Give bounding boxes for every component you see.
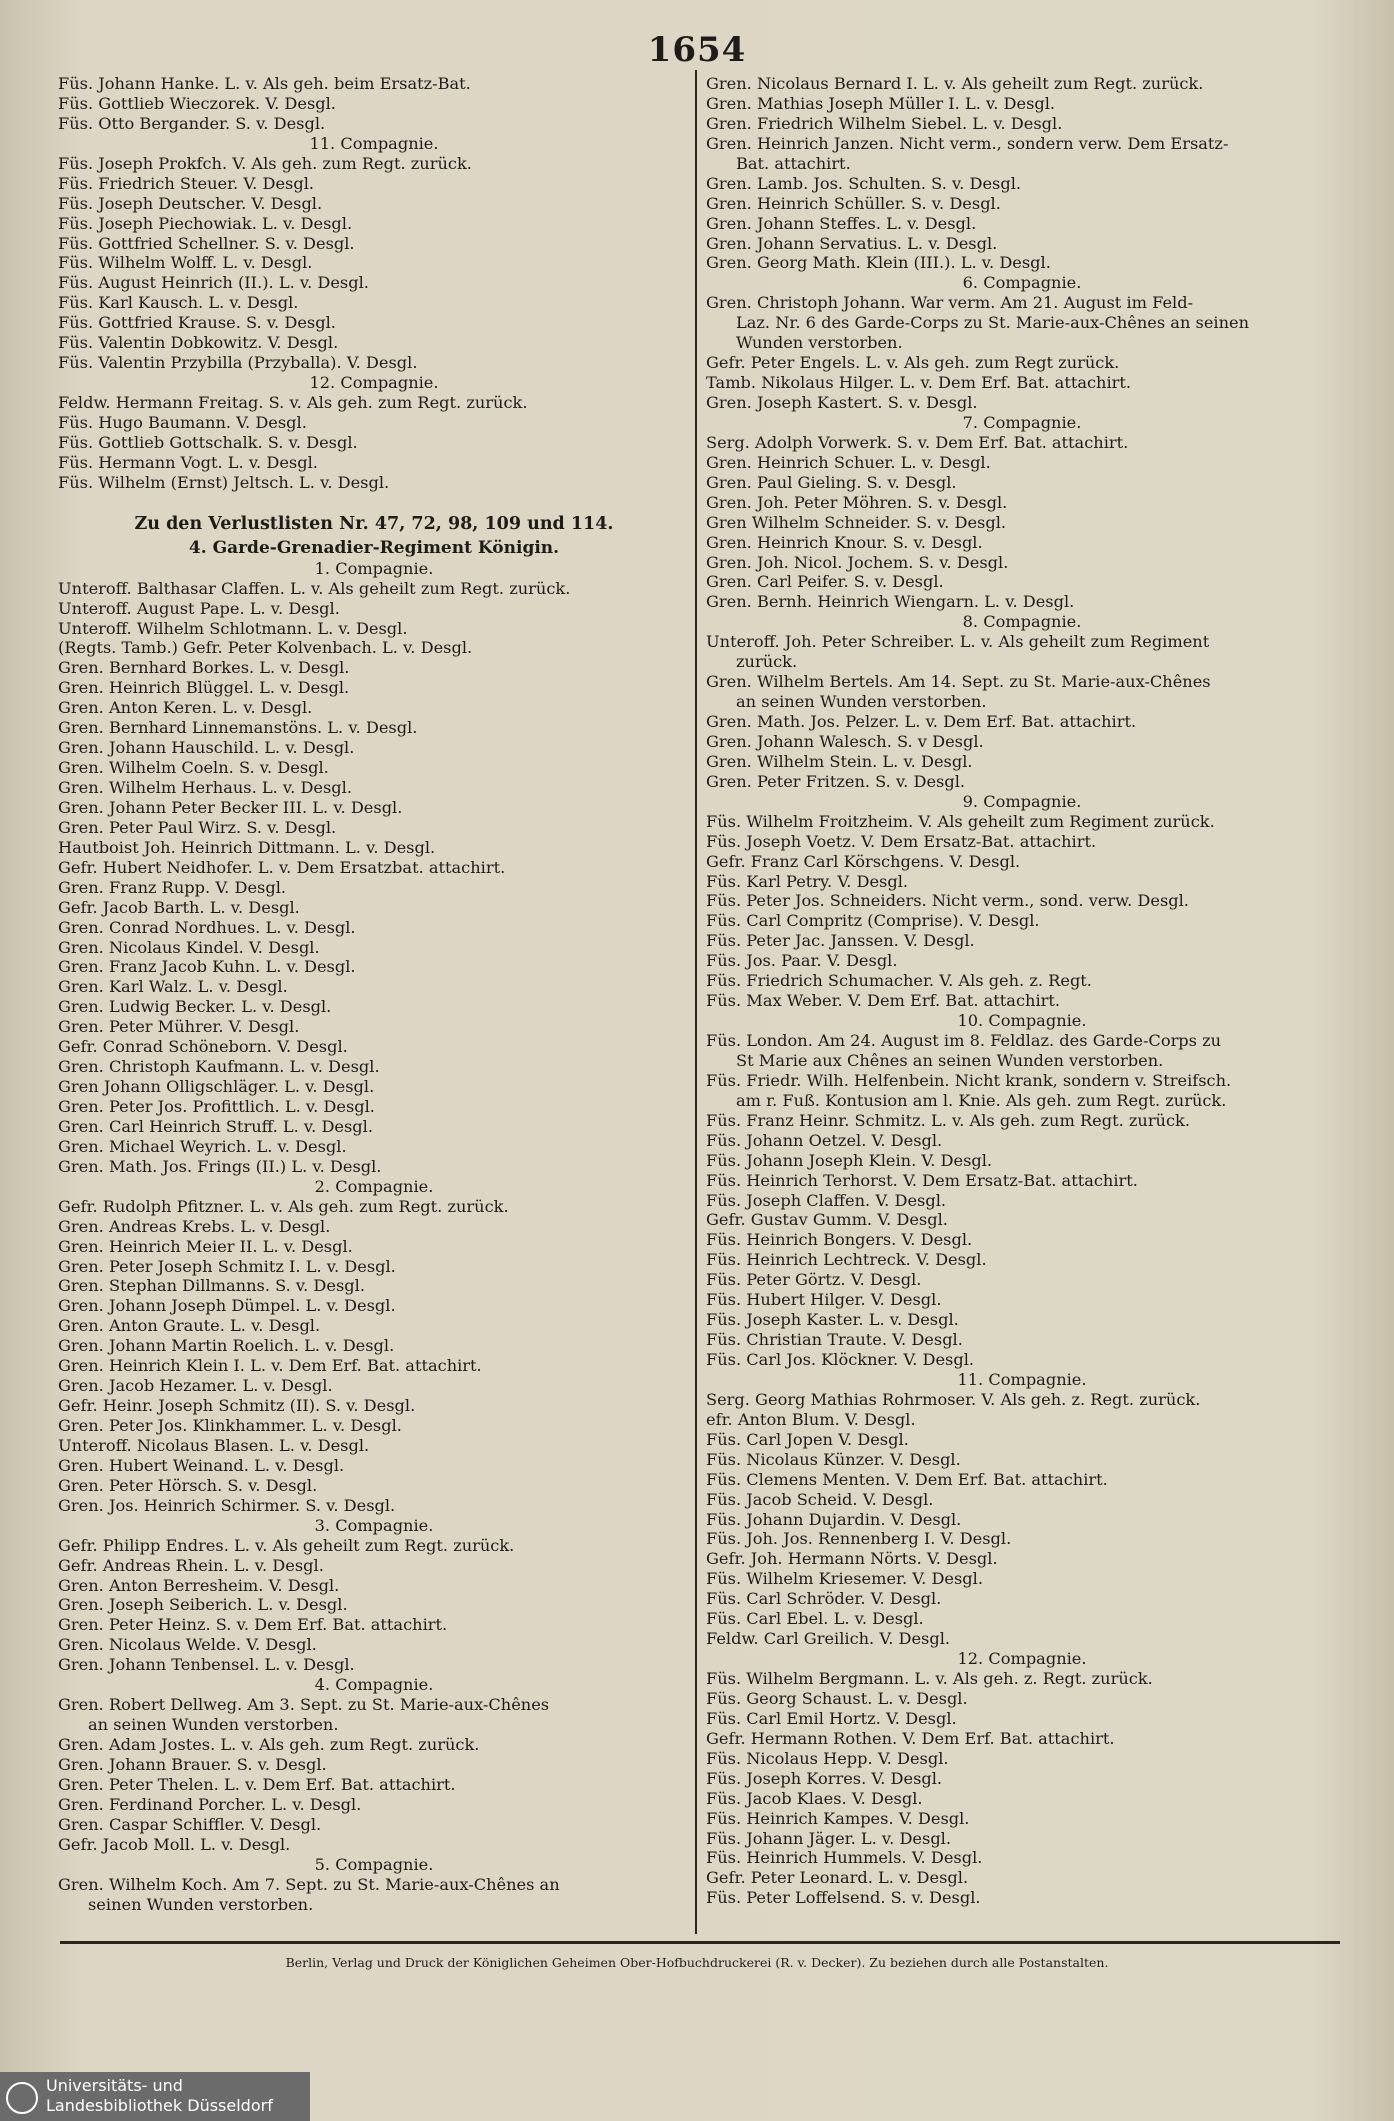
entry-line: Gefr. Philipp Endres. L. v. Als geheilt zum Regt. zurück. — [58, 1535, 515, 1555]
entry-line: Füs. Carl Jopen V. Desgl. — [706, 1429, 909, 1449]
entry-line: Gren. Heinrich Schuer. L. v. Desgl. — [706, 452, 991, 472]
entry-line: Füs. Peter Jos. Schneiders. Nicht verm., sond. verw. Desgl. — [706, 891, 1189, 911]
company-heading: 12. Compagnie. — [309, 373, 439, 393]
left-column — [58, 74, 690, 1914]
entry-line: Füs. Joseph Prokfch. V. Als geh. zum Regt. zurück. — [58, 153, 472, 173]
entry-line: Gren. Peter Jos. Klinkhammer. L. v. Desgl. — [58, 1416, 402, 1435]
entry-line: Füs. Gottfried Krause. S. v. Desgl. — [58, 313, 336, 333]
entry-line: Füs. Peter Loffelsend. S. v. Desgl. — [706, 1888, 981, 1908]
entry-line: Füs. Otto Bergander. S. v. Desgl. — [58, 113, 326, 133]
entry-line: Gren. Wilhelm Koch. Am 7. Sept. zu St. Marie-aux-Chênes an — [58, 1874, 560, 1894]
right-column — [706, 74, 1338, 1908]
entry-line: Gren. Caspar Schiffler. V. Desgl. — [58, 1814, 322, 1834]
company-heading: 11. Compagnie. — [309, 133, 439, 153]
entry-line: Gefr. Hubert Neidhofer. L. v. Dem Ersatzbat. attachirt. — [58, 857, 506, 877]
entry-line: Füs. Joseph Claffen. V. Desgl. — [706, 1190, 947, 1210]
entry-line: Füs. Hubert Hilger. V. Desgl. — [706, 1290, 942, 1310]
company-heading: 2. Compagnie. — [314, 1176, 434, 1196]
entry-line: Gren. Peter Jos. Profittlich. L. v. Desgl. — [58, 1097, 375, 1116]
entry-line: Gren. Franz Jacob Kuhn. L. v. Desgl. — [58, 957, 356, 977]
entry-line: Füs. Carl Ebel. L. v. Desgl. — [706, 1609, 924, 1629]
entry-line: Füs. Georg Schaust. L. v. Desgl. — [706, 1688, 968, 1708]
section-title: Zu den Verlustlisten Nr. 47, 72, 98, 109 und 114. — [134, 513, 614, 534]
library-logo — [0, 2072, 310, 2121]
entry-line: Gren. Heinrich Knour. S. v. Desgl. — [706, 532, 983, 552]
entry-line: Wunden verstorben. — [736, 333, 903, 353]
entry-line: Gren. Conrad Nordhues. L. v. Desgl. — [58, 917, 356, 937]
entry-line: Gren. Heinrich Klein I. L. v. Dem Erf. Bat. attachirt. — [58, 1356, 482, 1376]
entry-line: Gefr. Jacob Moll. L. v. Desgl. — [58, 1834, 291, 1854]
entry-line: Füs. Christian Traute. V. Desgl. — [706, 1330, 963, 1350]
entry-line: Füs. Valentin Dobkowitz. V. Desgl. — [58, 333, 339, 353]
entry-line: Füs. Wilhelm Wolff. L. v. Desgl. — [58, 253, 313, 273]
entry-line: Gren. Johann Martin Roelich. L. v. Desgl. — [58, 1336, 395, 1356]
entry-line: Gefr. Jacob Barth. L. v. Desgl. — [58, 897, 300, 917]
entry-line: Füs. Valentin Przybilla (Przyballa). V. Desgl. — [58, 353, 418, 373]
entry-line: Gefr. Peter Leonard. L. v. Desgl. — [706, 1868, 969, 1888]
company-heading: 10. Compagnie. — [957, 1011, 1087, 1031]
entry-line: Füs. Heinrich Terhorst. V. Dem Ersatz-Bat. attachirt. — [706, 1170, 1138, 1190]
entry-line: efr. Anton Blum. V. Desgl. — [706, 1409, 916, 1429]
company-heading: 8. Compagnie. — [962, 612, 1082, 632]
entry-line: Füs. Joseph Voetz. V. Dem Ersatz-Bat. attachirt. — [706, 831, 1097, 851]
entry-line: Füs. Joseph Piechowiak. L. v. Desgl. — [58, 213, 353, 233]
regiment-title: 4. Garde-Grenadier-Regiment Königin. — [188, 537, 560, 558]
entry-line: Unteroff. Joh. Peter Schreiber. L. v. Als geheilt zum Regiment — [706, 632, 1210, 652]
entry-line: Gren. Christoph Kaufmann. L. v. Desgl. — [58, 1057, 380, 1077]
entry-line: Gren. Joseph Kastert. S. v. Desgl. — [706, 393, 978, 412]
entry-line: Gren. Johann Brauer. S. v. Desgl. — [58, 1754, 327, 1774]
entry-line: Füs. London. Am 24. August im 8. Feldlaz. des Garde-Corps zu — [706, 1031, 1222, 1050]
entry-line: Füs. Johann Hanke. L. v. Als geh. beim Ersatz-Bat. — [58, 74, 471, 93]
entry-line: Gren. Jos. Heinrich Schirmer. S. v. Desgl. — [58, 1495, 396, 1515]
entry-line: Füs. Joseph Deutscher. V. Desgl. — [58, 193, 323, 213]
spacer — [58, 493, 690, 511]
company-heading: 7. Compagnie. — [962, 412, 1082, 432]
library-logo-line2: Landesbibliothek Düsseldorf — [46, 2096, 273, 2115]
entry-line: Gren. Michael Weyrich. L. v. Desgl. — [58, 1136, 347, 1156]
entry-line: Gren. Johann Walesch. S. v Desgl. — [706, 731, 984, 751]
entry-line: Gren. Heinrich Schüller. S. v. Desgl. — [706, 193, 1001, 213]
entry-line: Gefr. Gustav Gumm. V. Desgl. — [706, 1210, 948, 1230]
company-heading: 5. Compagnie. — [314, 1854, 434, 1874]
entry-line: Gren. Joh. Peter Möhren. S. v. Desgl. — [706, 492, 1008, 512]
entry-line: Gren. Heinrich Blüggel. L. v. Desgl. — [58, 678, 350, 698]
entry-line: Gren. Anton Berresheim. V. Desgl. — [58, 1575, 340, 1595]
entry-line: Füs. Karl Petry. V. Desgl. — [706, 871, 909, 891]
entry-line: Füs. Peter Görtz. V. Desgl. — [706, 1270, 922, 1290]
entry-line: Füs. Joseph Korres. V. Desgl. — [706, 1768, 943, 1788]
entry-line: Füs. Johann Jäger. L. v. Desgl. — [706, 1828, 951, 1848]
entry-line: Gren. Georg Math. Klein (III.). L. v. Desgl. — [706, 253, 1051, 273]
entry-line: Gren. Nicolaus Welde. V. Desgl. — [58, 1635, 317, 1655]
entry-line: Gren. Peter Heinz. S. v. Dem Erf. Bat. attachirt. — [58, 1615, 448, 1635]
entry-line: Füs. Wilhelm Kriesemer. V. Desgl. — [706, 1569, 983, 1589]
library-seal-icon — [6, 2082, 38, 2114]
entry-line: Gren. Joh. Nicol. Jochem. S. v. Desgl. — [706, 552, 1009, 572]
company-heading: 12. Compagnie. — [957, 1649, 1087, 1669]
entry-line: Gren. Ferdinand Porcher. L. v. Desgl. — [58, 1794, 362, 1814]
entry-line: Gren. Lamb. Jos. Schulten. S. v. Desgl. — [706, 173, 1022, 193]
page-number: 1654 — [647, 30, 747, 70]
entry-line: Füs. Friedrich Steuer. V. Desgl. — [58, 173, 315, 193]
entry-line: zurück. — [736, 652, 798, 672]
entry-line: Füs. Heinrich Bongers. V. Desgl. — [706, 1230, 973, 1250]
entry-line: Gefr. Hermann Rothen. V. Dem Erf. Bat. attachirt. — [706, 1728, 1115, 1748]
entry-line: Gren. Wilhelm Herhaus. L. v. Desgl. — [58, 778, 352, 797]
entry-line: Gren. Nicolaus Bernard I. L. v. Als geheilt zum Regt. zurück. — [706, 74, 1204, 93]
entry-line: Füs. Hermann Vogt. L. v. Desgl. — [58, 452, 318, 472]
entry-line: Füs. Carl Jos. Klöckner. V. Desgl. — [706, 1350, 975, 1369]
entry-line: Unteroff. Nicolaus Blasen. L. v. Desgl. — [58, 1435, 370, 1455]
entry-line: Gren. Mathias Joseph Müller I. L. v. Desgl. — [706, 93, 1056, 113]
entry-line: Bat. attachirt. — [736, 153, 851, 173]
entry-line: Füs. Wilhelm Froitzheim. V. Als geheilt zum Regiment zurück. — [706, 811, 1215, 831]
entry-line: Gren. Anton Keren. L. v. Desgl. — [58, 698, 313, 718]
entry-line: Füs. Gottlieb Wieczorek. V. Desgl. — [58, 93, 336, 113]
entry-line: Gren. Peter Mührer. V. Desgl. — [58, 1017, 300, 1037]
entry-line: (Regts. Tamb.) Gefr. Peter Kolvenbach. L. v. Desgl. — [58, 638, 473, 658]
entry-line: Gren. Wilhelm Bertels. Am 14. Sept. zu St. Marie-aux-Chênes — [706, 672, 1211, 692]
entry-line: Unteroff. Balthasar Claffen. L. v. Als geheilt zum Regt. zurück. — [58, 578, 571, 598]
entry-line: Gefr. Heinr. Joseph Schmitz (II). S. v. Desgl. — [58, 1396, 416, 1416]
entry-line: Gren. Jacob Hezamer. L. v. Desgl. — [58, 1376, 333, 1396]
entry-line: Füs. Wilhelm Bergmann. L. v. Als geh. z. Regt. zurück. — [706, 1669, 1153, 1688]
entry-line: Gren. Joseph Seiberich. L. v. Desgl. — [58, 1595, 348, 1615]
library-logo-line1: Universitäts- und — [46, 2076, 183, 2095]
entry-line: Gren. Andreas Krebs. L. v. Desgl. — [58, 1216, 331, 1236]
company-heading: 4. Compagnie. — [314, 1675, 434, 1695]
entry-line: Gren. Math. Jos. Frings (II.) L. v. Desgl. — [58, 1156, 382, 1176]
entry-line: Füs. Heinrich Lechtreck. V. Desgl. — [706, 1250, 987, 1270]
entry-line: Füs. Clemens Menten. V. Dem Erf. Bat. attachirt. — [706, 1469, 1108, 1489]
entry-line: Gren. Johann Servatius. L. v. Desgl. — [706, 233, 998, 253]
entry-line: Gren. Friedrich Wilhelm Siebel. L. v. Desgl. — [706, 113, 1063, 133]
entry-line: St Marie aux Chênes an seinen Wunden verstorben. — [736, 1050, 1164, 1070]
entry-line: Gren. Math. Jos. Pelzer. L. v. Dem Erf. Bat. attachirt. — [706, 712, 1137, 731]
entry-line: Serg. Georg Mathias Rohrmoser. V. Als geh. z. Regt. zurück. — [706, 1389, 1201, 1409]
entry-line: Gren. Johann Hauschild. L. v. Desgl. — [58, 738, 355, 758]
entry-line: Gren. Paul Gieling. S. v. Desgl. — [706, 472, 957, 492]
column-divider — [695, 70, 697, 1934]
entry-line: Füs. Max Weber. V. Dem Erf. Bat. attachirt. — [706, 991, 1061, 1011]
entry-line: Gren. Adam Jostes. L. v. Als geh. zum Regt. zurück. — [58, 1735, 480, 1754]
entry-line: Füs. Joseph Kaster. L. v. Desgl. — [706, 1310, 959, 1330]
entry-line: Gren Johann Olligschläger. L. v. Desgl. — [58, 1077, 375, 1097]
entry-line: Füs. Gottlieb Gottschalk. S. v. Desgl. — [58, 432, 358, 452]
entry-line: Gren. Franz Rupp. V. Desgl. — [58, 877, 287, 897]
entry-line: Unteroff. Wilhelm Schlotmann. L. v. Desgl. — [58, 618, 408, 638]
entry-line: Füs. Friedr. Wilh. Helfenbein. Nicht krank, sondern v. Streifsch. — [706, 1070, 1232, 1090]
entry-line: Gren. Peter Paul Wirz. S. v. Desgl. — [58, 817, 337, 837]
entry-line: Gren. Bernhard Linnemanstöns. L. v. Desgl. — [58, 718, 418, 738]
entry-line: Gren. Peter Hörsch. S. v. Desgl. — [58, 1475, 318, 1495]
entry-line: Gefr. Andreas Rhein. L. v. Desgl. — [58, 1555, 324, 1575]
entry-line: Gren. Karl Walz. L. v. Desgl. — [58, 977, 288, 997]
company-heading: 3. Compagnie. — [314, 1515, 434, 1535]
entry-line: Füs. Franz Heinr. Schmitz. L. v. Als geh. zum Regt. zurück. — [706, 1110, 1191, 1130]
entry-line: Gren. Johann Steffes. L. v. Desgl. — [706, 213, 977, 233]
entry-line: Füs. Peter Jac. Janssen. V. Desgl. — [706, 931, 975, 951]
footer-rule — [60, 1941, 1340, 1944]
entry-line: Laz. Nr. 6 des Garde-Corps zu St. Marie-aux-Chênes an seinen — [736, 313, 1250, 333]
entry-line: Gren. Carl Peifer. S. v. Desgl. — [706, 572, 944, 592]
entry-line: Füs. Johann Joseph Klein. V. Desgl. — [706, 1150, 993, 1170]
entry-line: Füs. Jacob Klaes. V. Desgl. — [706, 1788, 923, 1808]
entry-line: Serg. Adolph Vorwerk. S. v. Dem Erf. Bat. attachirt. — [706, 432, 1129, 452]
entry-line: Füs. Friedrich Schumacher. V. Als geh. z. Regt. — [706, 971, 1092, 991]
entry-line: Füs. Carl Emil Hortz. V. Desgl. — [706, 1708, 957, 1728]
entry-line: Gren. Wilhelm Coeln. S. v. Desgl. — [58, 758, 329, 778]
company-heading: 9. Compagnie. — [962, 791, 1082, 811]
entry-line: Füs. August Heinrich (II.). L. v. Desgl. — [58, 273, 369, 293]
entry-line: Gren. Bernhard Borkes. L. v. Desgl. — [58, 658, 350, 678]
entry-line: Füs. Wilhelm (Ernst) Jeltsch. L. v. Desgl. — [58, 472, 390, 492]
entry-line: Gren. Christoph Johann. War verm. Am 21. August im Feld- — [706, 293, 1194, 313]
company-heading: 1. Compagnie. — [314, 558, 434, 578]
company-heading: 6. Compagnie. — [962, 273, 1082, 293]
entry-line: Gren. Carl Heinrich Struff. L. v. Desgl. — [58, 1116, 373, 1136]
entry-line: Füs. Joh. Jos. Rennenberg I. V. Desgl. — [706, 1529, 1012, 1549]
entry-line: Feldw. Hermann Freitag. S. v. Als geh. zum Regt. zurück. — [58, 393, 528, 412]
entry-line: Gren. Ludwig Becker. L. v. Desgl. — [58, 997, 332, 1017]
entry-line: Füs. Carl Schröder. V. Desgl. — [706, 1589, 942, 1609]
entry-line: Feldw. Carl Greilich. V. Desgl. — [706, 1629, 951, 1649]
entry-line: Füs. Hugo Baumann. V. Desgl. — [58, 412, 307, 432]
entry-line: Gren. Wilhelm Stein. L. v. Desgl. — [706, 751, 973, 771]
entry-line: Gren. Peter Joseph Schmitz I. L. v. Desgl. — [58, 1256, 396, 1276]
entry-line: Gren. Peter Thelen. L. v. Dem Erf. Bat. attachirt. — [58, 1774, 456, 1794]
entry-line: Gefr. Franz Carl Körschgens. V. Desgl. — [706, 851, 1021, 871]
entry-line: Füs. Gottfried Schellner. S. v. Desgl. — [58, 233, 355, 253]
entry-line: Füs. Johann Dujardin. V. Desgl. — [706, 1509, 962, 1529]
entry-line: Gefr. Joh. Hermann Nörts. V. Desgl. — [706, 1549, 998, 1569]
entry-line: Füs. Carl Compritz (Comprise). V. Desgl. — [706, 911, 1040, 931]
entry-line: Gefr. Conrad Schöneborn. V. Desgl. — [58, 1037, 348, 1057]
entry-line: Gren. Heinrich Meier II. L. v. Desgl. — [58, 1236, 353, 1256]
entry-line: Füs. Jacob Scheid. V. Desgl. — [706, 1489, 934, 1509]
entry-line: Gren. Nicolaus Kindel. V. Desgl. — [58, 937, 320, 957]
entry-line: seinen Wunden verstorben. — [88, 1894, 314, 1914]
entry-line: Gren. Johann Peter Becker III. L. v. Desgl. — [58, 797, 403, 817]
entry-line: Gefr. Rudolph Pfitzner. L. v. Als geh. zum Regt. zurück. — [58, 1196, 509, 1216]
entry-line: Gren Wilhelm Schneider. S. v. Desgl. — [706, 512, 1007, 532]
entry-line: Gren. Heinrich Janzen. Nicht verm., sondern verw. Dem Ersatz- — [706, 133, 1229, 153]
entry-line: Füs. Heinrich Kampes. V. Desgl. — [706, 1808, 970, 1828]
entry-line: am r. Fuß. Kontusion am l. Knie. Als geh. zum Regt. zurück. — [736, 1090, 1227, 1110]
entry-line: Tamb. Nikolaus Hilger. L. v. Dem Erf. Bat. attachirt. — [706, 373, 1132, 393]
company-heading: 11. Compagnie. — [957, 1369, 1087, 1389]
entry-line: Gren. Stephan Dillmanns. S. v. Desgl. — [58, 1276, 365, 1296]
entry-line: an seinen Wunden verstorben. — [736, 692, 987, 712]
entry-line: Unteroff. August Pape. L. v. Desgl. — [58, 598, 340, 618]
entry-line: Gren. Johann Tenbensel. L. v. Desgl. — [58, 1655, 355, 1675]
entry-line: Gren. Robert Dellweg. Am 3. Sept. zu St. Marie-aux-Chênes — [58, 1695, 550, 1715]
entry-line: Füs. Nicolaus Künzer. V. Desgl. — [706, 1449, 961, 1469]
entry-line: Gren. Hubert Weinand. L. v. Desgl. — [58, 1455, 345, 1475]
entry-line: Gefr. Peter Engels. L. v. Als geh. zum Regt zurück. — [706, 353, 1120, 373]
entry-line: Füs. Jos. Paar. V. Desgl. — [706, 951, 898, 971]
entry-line: Füs. Heinrich Hummels. V. Desgl. — [706, 1848, 983, 1868]
entry-line: Füs. Karl Kausch. L. v. Desgl. — [58, 293, 299, 313]
entry-line: Gren. Peter Fritzen. S. v. Desgl. — [706, 771, 966, 791]
entry-line: Füs. Johann Oetzel. V. Desgl. — [706, 1130, 943, 1150]
entry-line: Gren. Johann Joseph Dümpel. L. v. Desgl. — [58, 1296, 396, 1316]
entry-line: Hautboist Joh. Heinrich Dittmann. L. v. Desgl. — [58, 837, 436, 857]
entry-line: an seinen Wunden verstorben. — [88, 1715, 339, 1735]
entry-line: Gren. Bernh. Heinrich Wiengarn. L. v. Desgl. — [706, 592, 1075, 612]
entry-line: Gren. Anton Graute. L. v. Desgl. — [58, 1316, 321, 1336]
imprint-footer: Berlin, Verlag und Druck der Königlichen Geheimen Ober-Hofbuchdruckerei (R. v. Decker). Zu beziehen durch alle Postanstalten. — [285, 1955, 1109, 1970]
entry-line: Füs. Nicolaus Hepp. V. Desgl. — [706, 1748, 949, 1768]
